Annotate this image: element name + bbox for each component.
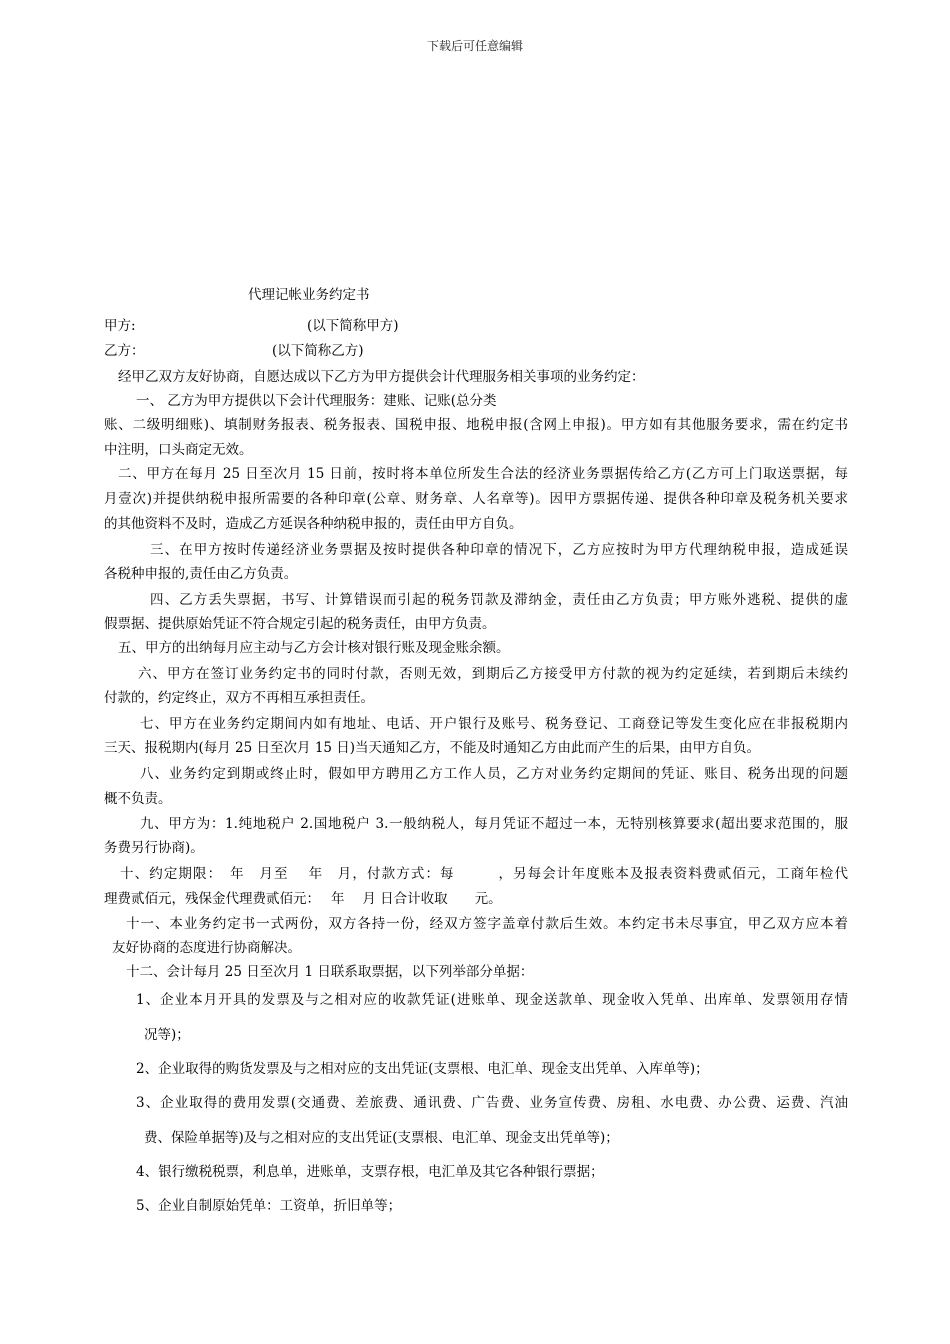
clause-2-line-3: 的其他资料不及时，造成乙方延误各种纳税申报的，责任由甲方自负。: [104, 516, 523, 532]
clause-6-line-1: 六、甲方在签订业务约定书的同时付款，否则无效，到期后乙方接受甲方付款的视为约定延续，若到期后未续约: [138, 666, 848, 682]
clause-5-line-1: 五、甲方的出纳每月应主动与乙方会计核对银行账及现金账余额。: [118, 640, 510, 656]
party-b-label: 乙方：: [104, 343, 145, 359]
clause-1-line-3: 中注明，口头商定无效。: [104, 442, 253, 458]
intro-paragraph: 经甲乙双方友好协商，自愿达成以下乙方为甲方提供会计代理服务相关事项的业务约定：: [118, 369, 645, 385]
clause-4-line-2: 假票据、提供原始凭证不符合规定引起的税务责任，由甲方负责。: [104, 616, 496, 632]
list-item-4-line-1: 4、银行缴税税票，利息单，进账单，支票存根，电汇单及其它各种银行票据；: [136, 1164, 604, 1180]
clause-10-line-2: 理费贰佰元，残保金代理费贰佰元： 年 月 日合计收取 元。: [104, 891, 502, 907]
clause-11-line-1: 十一、本业务约定书一式两份，双方各持一份，经双方签字盖章付款后生效。本约定书未尽事宜，甲乙双方应本着: [126, 916, 848, 932]
list-item-3-line-2: 费、保险单据等)及与之相对应的支出凭证(支票根、电汇单、现金支出凭单等)；: [144, 1130, 619, 1146]
clause-6-line-2: 付款的，约定终止，双方不再相互承担责任。: [104, 690, 374, 706]
clause-8-line-1: 八、业务约定到期或终止时，假如甲方聘用乙方工作人员，乙方对业务约定期间的凭证、账目、税务出现的问题: [140, 766, 848, 782]
party-a-label: 甲方:: [104, 318, 136, 334]
clause-2-line-2: 月壹次)并提供纳税申报所需要的各种印章(公章、财务章、人名章等)。因甲方票据传递、提供各种印章及税务机关要求: [104, 491, 848, 507]
list-item-3-line-1: 3、企业取得的费用发票(交通费、差旅费、通讯费、广告费、业务宣传费、房租、水电费、办公费、运费、汽油: [136, 1095, 848, 1111]
list-item-1-line-2: 况等)；: [144, 1027, 190, 1043]
clause-11-line-2: 友好协商的态度进行协商解决。: [112, 940, 301, 956]
clause-1-line-2: 账、二级明细账)、填制财务报表、税务报表、国税申报、地税申报(含网上申报)。甲方如有其他服务要求，需在约定书: [104, 417, 848, 433]
clause-1-line-1: 一、 乙方为甲方提供以下会计代理服务：建账、记账(总分类: [136, 393, 497, 409]
clause-4-line-1: 四、乙方丢失票据，书写、计算错误而引起的税务罚款及滞纳金，责任由乙方负责；甲方账外逃税、提供的虚: [150, 592, 848, 608]
clause-3-line-1: 三、在甲方按时传递经济业务票据及按时提供各种印章的情况下，乙方应按时为甲方代理纳税申报，造成延误: [150, 542, 848, 558]
clause-7-line-1: 七、甲方在业务约定期间内如有地址、电话、开户银行及账号、税务登记、工商登记等发生变化应在非报税期内: [140, 716, 848, 732]
clause-10-line-1: 十、约定期限： 年 月至 年 月，付款方式：每 ，另每会计年度账本及报表资料费贰佰元，工商年检代: [120, 866, 848, 882]
clause-9-line-2: 务费另行协商)。: [104, 840, 204, 856]
list-item-5-line-1: 5、企业自制原始凭单：工资单，折旧单等；: [136, 1198, 402, 1214]
document-title: 代理记帐业务约定书: [248, 287, 370, 303]
party-b-suffix: (以下简称乙方): [272, 343, 364, 359]
clause-7-line-2: 三天、报税期内(每月 25 日至次月 15 日)当天通知乙方，不能及时通知乙方由此而产生的后果，由甲方自负。: [104, 740, 761, 756]
list-item-1-line-1: 1、企业本月开具的发票及与之相对应的收款凭证(进账单、现金送款单、现金收入凭单、出库单、发票领用存情: [136, 992, 848, 1008]
clause-9-line-1: 九、甲方为：1.纯地税户 2.国地税户 3.一般纳税人，每月凭证不超过一本，无特别核算要求(超出要求范围的，服: [140, 816, 848, 832]
header-note: 下载后可任意编辑: [426, 39, 523, 53]
party-a-suffix: (以下简称甲方): [307, 318, 399, 334]
clause-3-line-2: 各税种申报的,责任由乙方负责。: [104, 566, 298, 582]
list-item-2-line-1: 2、企业取得的购货发票及与之相对应的支出凭证(支票根、电汇单、现金支出凭单、入库单等)；: [136, 1061, 709, 1077]
clause-2-line-1: 二、甲方在每月 25 日至次月 15 日前，按时将本单位所发生合法的经济业务票据传给乙方(乙方可上门取送票据，每: [118, 466, 848, 482]
clause-8-line-2: 概不负责。: [104, 791, 172, 807]
clause-12-line-1: 十二、会计每月 25 日至次月 1 日联系取票据，以下列举部分单据：: [126, 964, 534, 980]
